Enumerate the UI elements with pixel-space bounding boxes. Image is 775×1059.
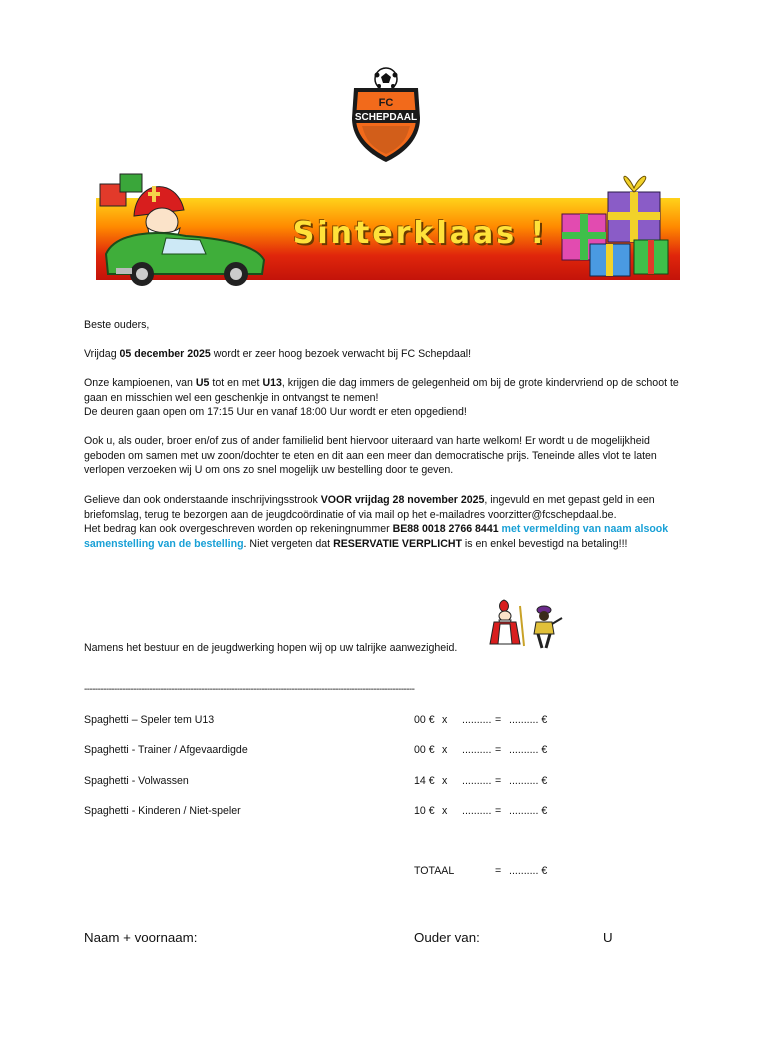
sinterklaas-car-illustration: [96, 170, 271, 292]
order-equals-sign: =: [495, 775, 502, 787]
order-row: [84, 744, 564, 758]
p4-text-d: Het bedrag kan ook overgeschreven worden op rekeningnummer: [84, 523, 393, 536]
order-equals-sign: =: [495, 714, 502, 726]
totaal-blank[interactable]: .......... €: [509, 865, 548, 877]
order-total-blank[interactable]: .......... €: [509, 714, 548, 726]
totaal-label: TOTAAL: [414, 865, 455, 877]
p4-mention-note: met vermelding van naam alsook samenstelling van de bestelling: [84, 523, 669, 550]
p1-text-a: Vrijdag: [84, 348, 120, 360]
closing-line: Namens het bestuur en de jeugdwerking hopen wij op uw talrijke aanwezigheid.: [84, 642, 458, 654]
order-total-blank[interactable]: .......... €: [509, 744, 548, 756]
p2-text-c: tot en met: [209, 377, 263, 389]
order-item-label: Spaghetti - Trainer / Afgevaardigde: [84, 744, 248, 756]
order-row: [84, 805, 564, 819]
paragraph-registration: [84, 493, 692, 551]
p4-text-a: Gelieve dan ook onderstaande inschrijvingsstrook: [84, 494, 321, 506]
order-multiply-sign: x: [442, 805, 448, 817]
fc-schepdaal-logo: [348, 66, 424, 164]
event-date: 05 december 2025: [119, 348, 211, 360]
order-quantity-blank[interactable]: ..........: [462, 744, 492, 756]
order-quantity-blank[interactable]: ..........: [462, 714, 492, 726]
p2-text-e: , krijgen die dag immers de gelegenheid om bij de grote kindervriend op de schoot te gaan en misschien wel een geschenkje in ontvangst te nemen!: [84, 377, 679, 404]
order-quantity-blank[interactable]: ..........: [462, 805, 492, 817]
paragraph-champions: [84, 376, 692, 420]
order-equals-sign: =: [495, 744, 502, 756]
p4-reservation-required: RESERVATIE VERPLICHT: [333, 537, 462, 550]
p2-doors-open: De deuren gaan open om 17:15 Uur en vanaf 18:00 Uur wordt er eten opgediend!: [84, 406, 467, 419]
order-multiply-sign: x: [442, 714, 448, 726]
order-total-blank[interactable]: .......... €: [509, 775, 548, 787]
order-item-price: 00 €: [414, 744, 435, 756]
order-item-label: Spaghetti - Kinderen / Niet-speler: [84, 805, 241, 817]
p4-text-g: . Niet vergeten dat: [243, 537, 334, 550]
soccer-ball-icon: [375, 68, 398, 90]
order-multiply-sign: x: [442, 775, 448, 787]
p4-deadline: VOOR vrijdag 28 november 2025: [320, 494, 485, 506]
order-equals-sign: =: [495, 805, 502, 817]
paragraph-invitation: Ook u, als ouder, broer en/of zus of ander familielid bent hiervoor uiteraard van harte welkom! Er wordt u de mogelijkheid geboden om samen met uw zoon/dochter te eten en dit aan een meer dan democratische prijs. Teneinde alles vlot te laten verlopen verzoeken wij U om ons zo snel mogelijk uw bestelling door te geven.: [84, 435, 657, 477]
team-u-field-label: U: [603, 930, 613, 945]
banner-title: Sinterklaas !: [292, 216, 548, 251]
bank-account-number: BE88 0018 2766 8441: [392, 523, 499, 536]
parent-of-field-label: Ouder van:: [414, 930, 480, 945]
order-row: [84, 775, 564, 789]
order-item-price: 00 €: [414, 714, 435, 726]
order-item-label: Spaghetti – Speler tem U13: [84, 714, 215, 726]
order-item-label: Spaghetti - Volwassen: [84, 775, 189, 787]
p2-age-to: U13: [262, 377, 282, 389]
order-item-price: 10 €: [414, 805, 435, 817]
gift-boxes-illustration: [556, 170, 680, 282]
order-total-blank[interactable]: .......... €: [509, 805, 548, 817]
p1-text-c: wordt er zeer hoog bezoek verwacht bij FC Schepdaal!: [210, 348, 472, 360]
p4-text-i: is en enkel bevestigd na betaling!!!: [461, 537, 628, 550]
cut-line-divider: -------------------------------------------------------------------------------------------------------------------------: [84, 684, 415, 695]
p2-text-a: Onze kampioenen, van: [84, 377, 196, 389]
salutation: Beste ouders,: [84, 319, 150, 331]
logo-fc-text: FC: [378, 97, 394, 109]
name-field-label: Naam + voornaam:: [84, 930, 198, 945]
order-multiply-sign: x: [442, 744, 448, 756]
order-quantity-blank[interactable]: ..........: [462, 775, 492, 787]
p4-text-c: , ingevuld en met gepast geld in een briefomslag, terug te bezorgen aan de jeugdcoördinatie of via mail op het e-mailadres voorzitter@fcschepdaal.be.: [84, 494, 655, 521]
logo-club-text: SCHEPDAAL: [354, 112, 418, 123]
paragraph-date: [84, 347, 692, 362]
totaal-equals-sign: =: [495, 865, 502, 877]
sinterklaas-banner: [96, 170, 680, 292]
p2-age-from: U5: [195, 377, 210, 389]
totaal-row: [84, 865, 564, 879]
order-row: [84, 714, 564, 728]
order-item-price: 14 €: [414, 775, 435, 787]
